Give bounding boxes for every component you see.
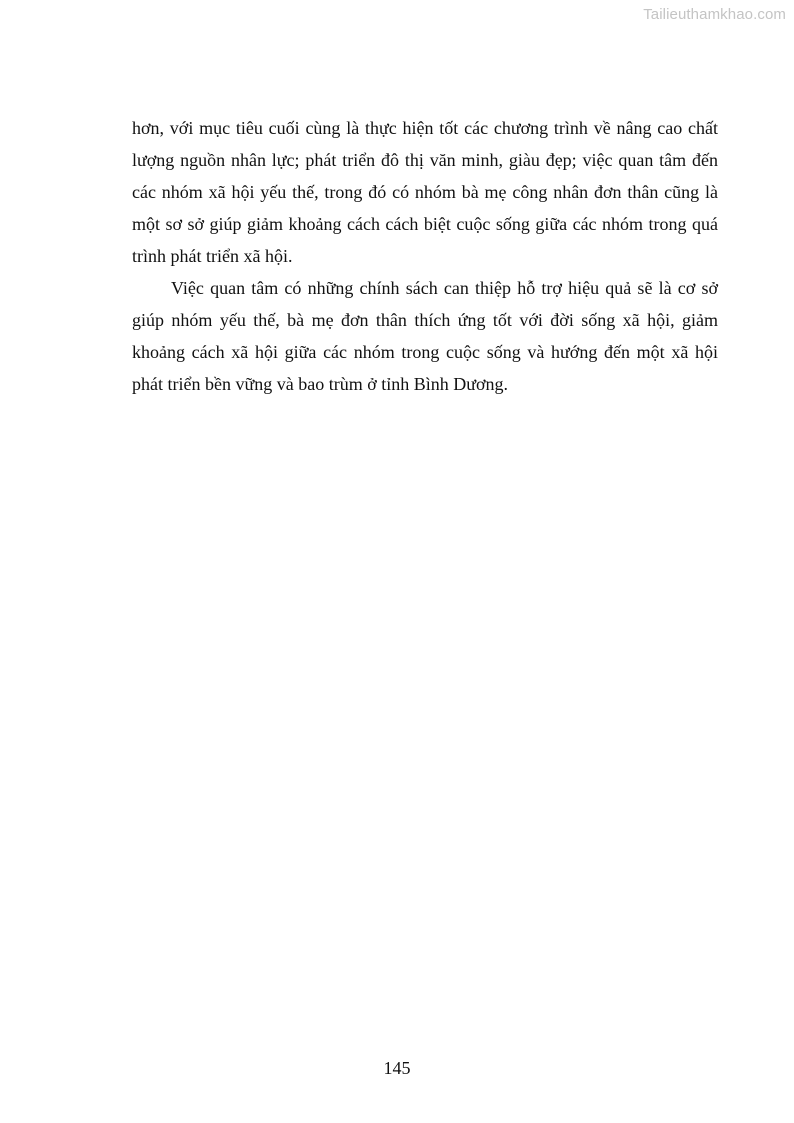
document-body <box>132 112 718 400</box>
paragraph-policy: Việc quan tâm có những chính sách can thiệp hỗ trợ hiệu quả sẽ là cơ sở giúp nhóm yếu thế, bà mẹ đơn thân thích ứng tốt với đời sống xã hội, giảm khoảng cách xã hội giữa các nhóm trong cuộc sống và hướng đến một xã hội phát triển bền vững và bao trùm ở tỉnh Bình Dương. <box>132 278 718 394</box>
paragraph-continuation: hơn, với mục tiêu cuối cùng là thực hiện tốt các chương trình về nâng cao chất lượng nguồn nhân lực; phát triển đô thị văn minh, giàu đẹp; việc quan tâm đến các nhóm xã hội yếu thế, trong đó có nhóm bà mẹ công nhân đơn thân cũng là một sơ sở giúp giảm khoảng cách cách biệt cuộc sống giữa các nhóm trong quá trình phát triển xã hội. <box>132 118 718 266</box>
watermark-text: Tailieuthamkhao.com <box>643 6 786 23</box>
page-number: 145 <box>383 1058 411 1078</box>
